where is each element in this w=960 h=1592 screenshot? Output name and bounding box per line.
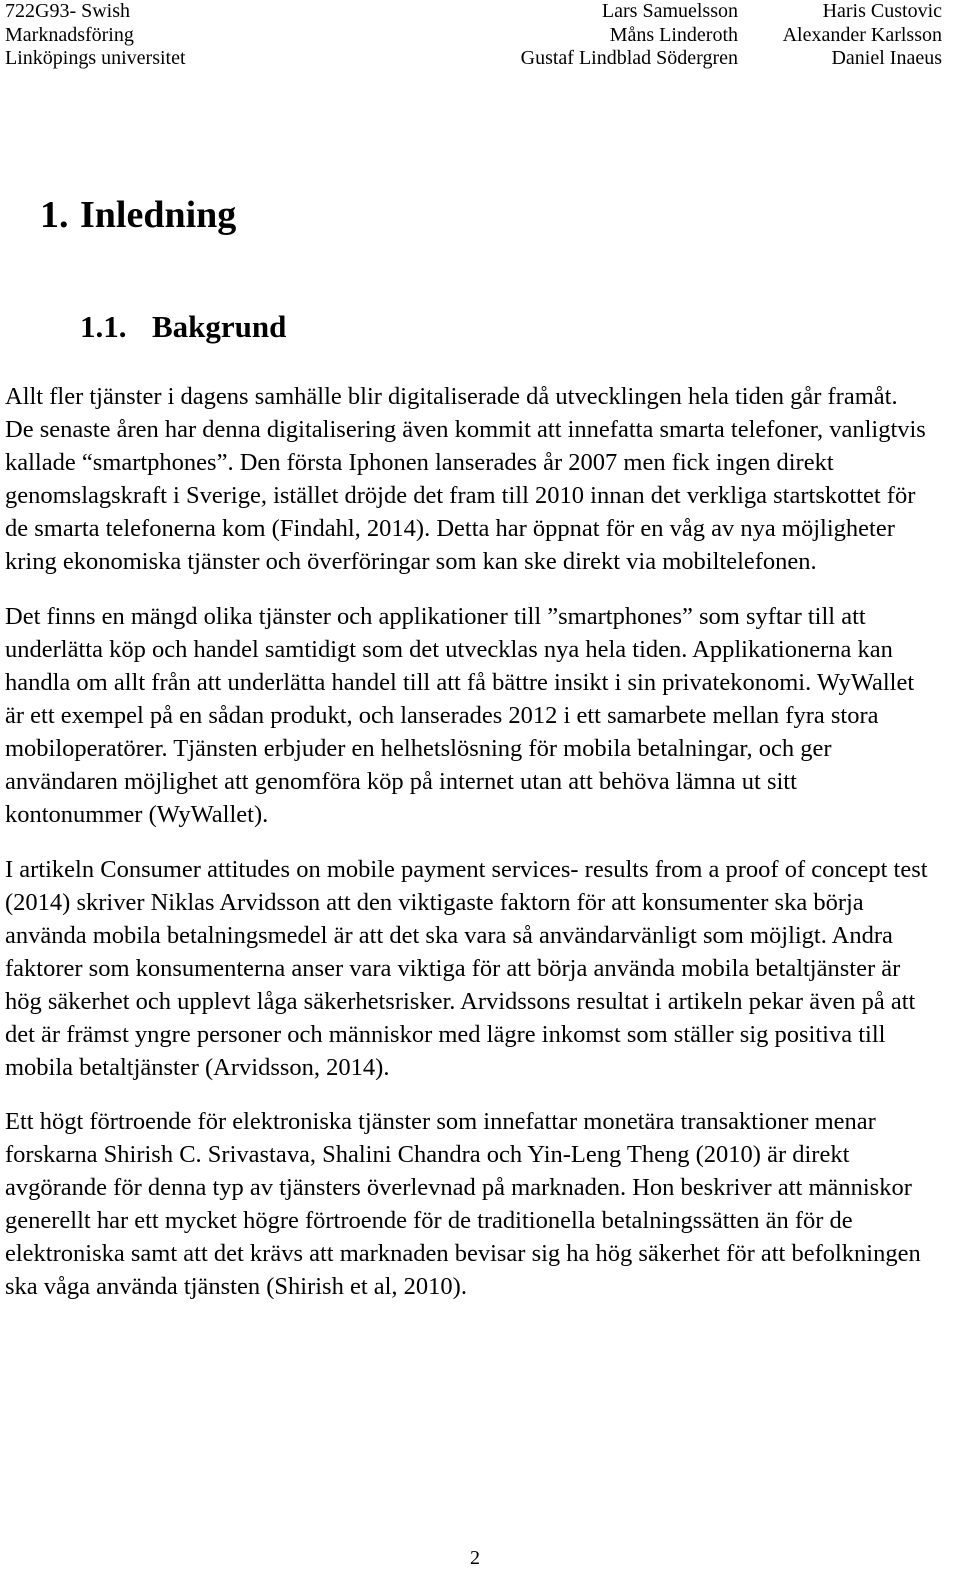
- paragraph-line: forskarna Shirish C. Srivastava, Shalini Chandra och Yin-Leng Theng (2010) är direkt: [5, 1141, 850, 1168]
- subsection-number: 1.1.: [80, 309, 127, 344]
- header-course-code: 722G93- Swish: [5, 0, 131, 22]
- paragraph-line: elektroniska samt att det krävs att marknaden bevisar sig ha hög säkerhet för att befolkningen: [5, 1240, 921, 1267]
- paragraph-line: användaren möjlighet att genomföra köp på internet utan att behöva lämna ut sitt: [5, 768, 797, 795]
- paragraph-line: är ett exempel på en sådan produkt, och lanserades 2012 i ett samarbete mellan fyra stora: [5, 702, 879, 729]
- paragraph-line: generellt har ett mycket högre förtroende för de traditionella betalningssätten än för de: [5, 1207, 853, 1234]
- paragraph-line: underlätta köp och handel samtidigt som det utvecklas nya hela tiden. Applikationerna kan: [5, 636, 893, 663]
- paragraph-line: det är främst yngre personer och människor med lägre inkomst som ställer sig positiva till: [5, 1021, 886, 1048]
- paragraph-line: handla om allt från att underlätta handel till att få bättre insikt i sin privatekonomi. WyWallet: [5, 669, 915, 696]
- paragraph-line: genomslagskraft i Sverige, istället dröjde det fram till 2010 innan det verkliga startskottet för: [5, 482, 916, 509]
- paragraph-line: I artikeln Consumer attitudes on mobile payment services- results from a proof of concept test: [5, 856, 928, 883]
- header-subject: Marknadsföring: [5, 23, 134, 46]
- paragraph-line: mobila betaltjänster (Arvidsson, 2014).: [5, 1054, 390, 1081]
- header-authors-column-1: [521, 0, 738, 71]
- paragraph-line: Det finns en mängd olika tjänster och applikationer till ”smartphones” som syftar till att: [5, 603, 866, 630]
- section-heading: [40, 192, 236, 238]
- paragraph-2: [5, 600, 945, 831]
- paragraph-1: [5, 380, 945, 578]
- paragraph-line: kontonummer (WyWallet).: [5, 801, 269, 828]
- paragraph-line: använda mobila betalningsmedel är att det ska vara så användarvänligt som möjligt. Andra: [5, 922, 893, 949]
- author-name: Måns Linderoth: [609, 23, 738, 46]
- paragraph-line: faktorer som konsumenterna anser vara viktiga för att börja använda mobila betaltjänster är: [5, 955, 901, 982]
- author-name: Haris Custovic: [822, 0, 942, 22]
- paragraph-line: hög säkerhet och upplevt låga säkerhetsrisker. Arvidssons resultat i artikeln pekar även på att: [5, 988, 916, 1015]
- header-university: Linköpings universitet: [5, 47, 186, 69]
- paragraph-line: avgörande för denna typ av tjänsters överlevnad på marknaden. Hon beskriver att människor: [5, 1174, 912, 1201]
- paragraph-line: kallade “smartphones”. Den första Iphonen lanserades år 2007 men fick ingen direkt: [5, 449, 834, 476]
- paragraph-line: ska våga använda tjänsten (Shirish et al, 2010).: [5, 1273, 467, 1300]
- paragraph-line: mobiloperatörer. Tjänsten erbjuder en helhetslösning för mobila betalningar, och ger: [5, 735, 832, 762]
- paragraph-line: Ett högt förtroende för elektroniska tjänster som innefattar monetära transaktioner menar: [5, 1108, 876, 1135]
- paragraph-4: [5, 1105, 945, 1303]
- header-course-info: [5, 0, 186, 71]
- subsection-title: Bakgrund: [152, 309, 287, 344]
- paragraph-line: de smarta telefonerna kom (Findahl, 2014). Detta har öppnat för en våg av nya möjligheter: [5, 515, 895, 542]
- section-number: 1.: [40, 194, 69, 236]
- paragraph-3: [5, 853, 945, 1084]
- paragraph-line: (2014) skriver Niklas Arvidsson att den viktigaste faktorn för att konsumenter ska börja: [5, 889, 864, 916]
- author-name: Daniel Inaeus: [831, 47, 942, 69]
- header-authors-column-2: [783, 0, 942, 71]
- paragraph-line: Allt fler tjänster i dagens samhälle blir digitaliserade då utvecklingen hela tiden går framåt.: [5, 383, 898, 410]
- subsection-heading: [80, 308, 286, 346]
- author-name: Gustaf Lindblad Södergren: [520, 47, 738, 69]
- paragraph-line: kring ekonomiska tjänster och överföringar som kan ske direkt via mobiltelefonen.: [5, 548, 817, 575]
- page-number: 2: [470, 1547, 480, 1569]
- author-name: Lars Samuelsson: [601, 0, 738, 22]
- author-name: Alexander Karlsson: [782, 23, 942, 46]
- paragraph-line: De senaste åren har denna digitalisering även kommit att innefatta smarta telefoner, vanligtvis: [5, 416, 926, 443]
- section-title: Inledning: [80, 194, 237, 236]
